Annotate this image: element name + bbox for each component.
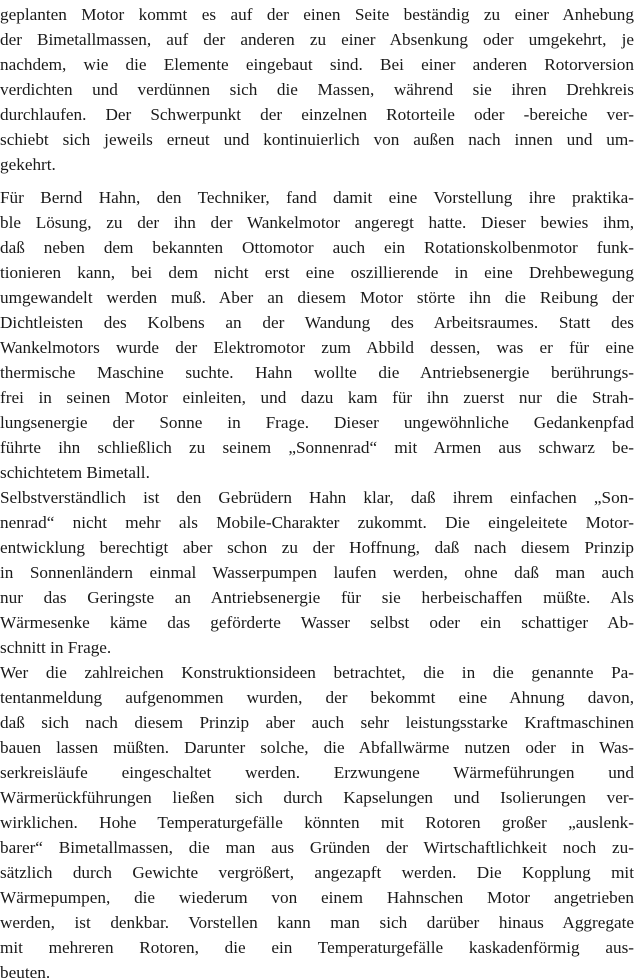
text-line: sätzlich durch Gewichte vergrößert, angezapft werden. Die Kopplung mit (0, 863, 634, 882)
text-line: verdichten und verdünnen sich die Massen, während sie ihren Drehkreis (0, 80, 634, 99)
text-line: Wankelmotors wurde der Elektromotor zum Abbild dessen, was er für eine (0, 338, 634, 357)
text-line: führte ihn schließlich zu seinem „Sonnenrad“ mit Armen aus schwarz be- (0, 438, 634, 457)
text-line: serkreisläufe eingeschaltet werden. Erzwungene Wärmeführungen und (0, 763, 634, 782)
text-line: Wärmesenke käme das geförderte Wasser selbst oder ein schattiger Ab- (0, 613, 634, 632)
text-line: frei in seinen Motor einleiten, und dazu kam für ihn zuerst nur die Strah- (0, 388, 634, 407)
text-line: beuten. (0, 963, 51, 980)
paragraph-2 (0, 185, 634, 485)
text-line: barer“ Bimetallmassen, die man aus Gründen der Wirtschaftlichkeit noch zu- (0, 838, 634, 857)
text-line: tentanmeldung aufgenommen wurden, der bekommt eine Ahnung davon, (0, 688, 634, 707)
text-line: daß sich nach diesem Prinzip aber auch sehr leistungsstarke Kraftmaschinen (0, 713, 634, 732)
paragraph-3 (0, 485, 634, 660)
text-line: wirklichen. Hohe Temperaturgefälle könnten mit Rotoren großer „auslenk- (0, 813, 634, 832)
text-line: lungsenergie der Sonne in Frage. Dieser ungewöhnliche Gedankenpfad (0, 413, 634, 432)
text-line: gekehrt. (0, 155, 56, 174)
text-line: Wärmepumpen, die wiederum von einem Hahnschen Motor angetrieben (0, 888, 634, 907)
text-line: entwicklung berechtigt aber schon zu der Hoffnung, daß nach diesem Prinzip (0, 538, 634, 557)
text-line: daß neben dem bekannten Ottomotor auch ein Rotationskolbenmotor funk- (0, 238, 634, 257)
text-line: nenrad“ nicht mehr als Mobile-Charakter zukommt. Die eingeleitete Motor- (0, 513, 634, 532)
text-line: nur das Geringste an Antriebsenergie für sie herbeischaffen müßte. Als (0, 588, 634, 607)
text-line: thermische Maschine suchte. Hahn wollte die Antriebsenergie berührungs- (0, 363, 634, 382)
text-line: mit mehreren Rotoren, die ein Temperaturgefälle kaskadenförmig aus- (0, 938, 634, 957)
text-line: tionieren kann, bei dem nicht erst eine oszillierende in eine Drehbewegung (0, 263, 634, 282)
text-line: Dichtleisten des Kolbens an der Wandung des Arbeitsraumes. Statt des (0, 313, 634, 332)
text-line: werden, ist denkbar. Vorstellen kann man sich darüber hinaus Aggregate (0, 913, 634, 932)
text-line: umgewandelt werden muß. Aber an diesem Motor störte ihn die Reibung der (0, 288, 634, 307)
text-line: Für Bernd Hahn, den Techniker, fand damit eine Vorstellung ihre praktika- (0, 188, 634, 207)
text-line: der Bimetallmassen, auf der anderen zu einer Absenkung oder umgekehrt, je (0, 30, 634, 49)
text-line: in Sonnenländern einmal Wasserpumpen laufen werden, ohne daß man auch (0, 563, 634, 582)
text-line: durchlaufen. Der Schwerpunkt der einzelnen Rotorteile oder -bereiche ver- (0, 105, 634, 124)
text-line: schiebt sich jeweils erneut und kontinuierlich von außen nach innen und um- (0, 130, 634, 149)
text-line: Wer die zahlreichen Konstruktionsideen betrachtet, die in die genannte Pa- (0, 663, 634, 682)
text-line: Selbstverständlich ist den Gebrüdern Hahn klar, daß ihrem einfachen „Son- (0, 488, 634, 507)
text-line: geplanten Motor kommt es auf der einen Seite beständig zu einer Anhebung (0, 5, 634, 24)
paragraph-1 (0, 2, 634, 177)
paragraph-4 (0, 660, 634, 980)
text-line: Wärmerückführungen ließen sich durch Kapselungen und Isolierungen ver- (0, 788, 634, 807)
text-line: ble Lösung, zu der ihn der Wankelmotor angeregt hatte. Dieser bewies ihm, (0, 213, 634, 232)
text-line: schichtetem Bimetall. (0, 463, 150, 482)
text-line: schnitt in Frage. (0, 638, 112, 657)
text-line: nachdem, wie die Elemente eingebaut sind. Bei einer anderen Rotorversion (0, 55, 634, 74)
text-line: bauen lassen müßten. Darunter solche, die Abfallwärme nutzen oder in Was- (0, 738, 634, 757)
